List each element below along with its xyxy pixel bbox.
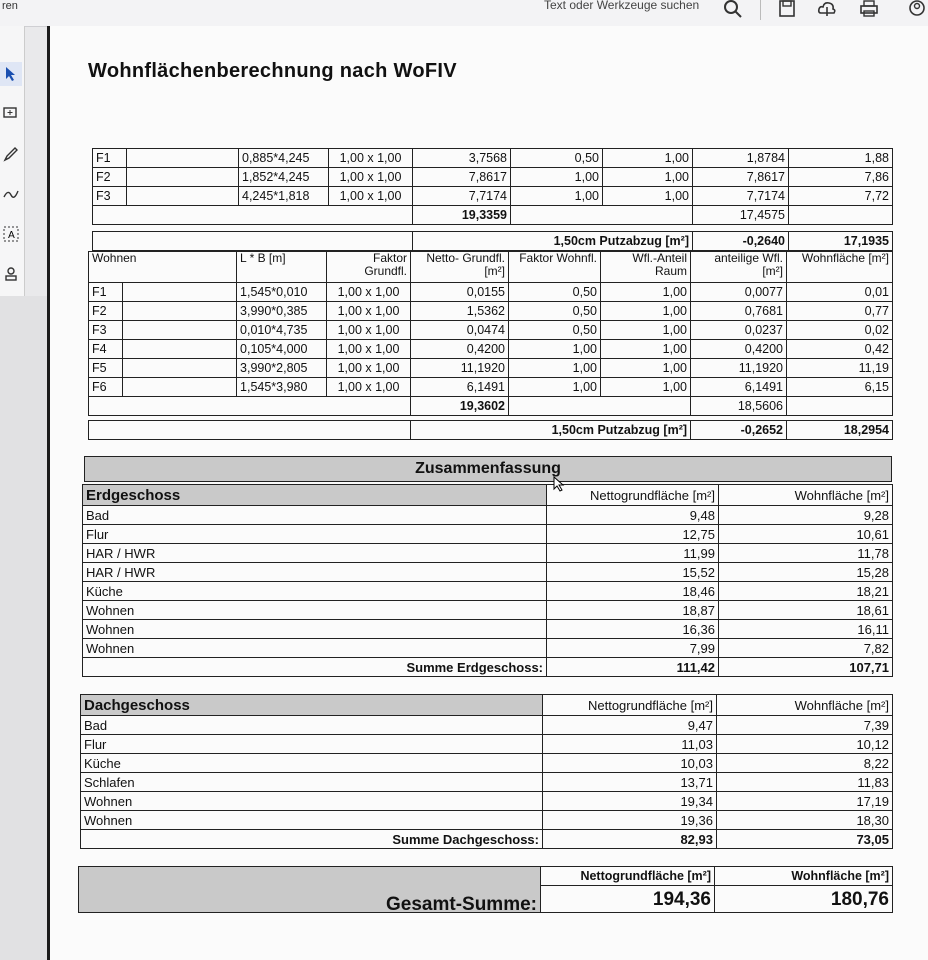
room-name: Wohnen	[83, 620, 547, 639]
dachgeschoss-table	[80, 694, 893, 849]
row-netto: 3,7568	[413, 149, 511, 168]
row-wohnflaeche: 7,72	[789, 187, 893, 206]
table-header-row	[89, 252, 893, 283]
add-comment-icon[interactable]	[0, 102, 22, 126]
row-dimensions: 1,852*4,245	[239, 168, 329, 187]
summary-row	[81, 735, 893, 754]
table-row	[89, 359, 893, 378]
stamp-icon[interactable]	[0, 262, 22, 286]
room-netto: 11,99	[547, 544, 719, 563]
summary-row	[83, 506, 893, 525]
row-label: F3	[89, 321, 123, 340]
row-netto: 7,8617	[413, 168, 511, 187]
room-name: HAR / HWR	[83, 563, 547, 582]
row-label: F2	[89, 302, 123, 321]
table-row	[93, 149, 893, 168]
room-name: Bad	[83, 506, 547, 525]
row-faktor-wohnfl: 1,00	[509, 359, 601, 378]
row-wohnflaeche: 11,19	[787, 359, 893, 378]
room-wohnflaeche: 7,39	[717, 716, 893, 735]
room-name: Wohnen	[83, 601, 547, 620]
row-wfl-anteil: 1,00	[601, 321, 691, 340]
row-wohnflaeche: 1,88	[789, 149, 893, 168]
table-row	[89, 283, 893, 302]
room-netto: 13,71	[543, 773, 717, 792]
row-netto: 6,1491	[411, 378, 509, 397]
eg-sum-label: Summe Erdgeschoss:	[83, 658, 547, 677]
row-spacer	[123, 359, 237, 378]
col-anteilige-wfl: anteilige Wfl.[m²]	[691, 252, 787, 283]
search-field[interactable]: Text oder Werkzeuge suchen	[544, 0, 700, 12]
table-sum-row	[93, 206, 893, 225]
dg-heading: Dachgeschoss	[81, 695, 543, 716]
row-label: F1	[93, 149, 127, 168]
eg-col-netto: Nettogrundfläche [m²]	[547, 485, 719, 506]
select-arrow-icon[interactable]	[0, 62, 22, 86]
room-netto: 7,99	[547, 639, 719, 658]
gesamt-label: Gesamt-Summe:	[79, 867, 541, 913]
row-wohnflaeche: 7,86	[789, 168, 893, 187]
row-netto: 11,1920	[411, 359, 509, 378]
row-dimensions: 1,545*0,010	[237, 283, 327, 302]
eg-sum-row	[83, 658, 893, 677]
row-wohnflaeche: 0,01	[787, 283, 893, 302]
summary-row	[83, 639, 893, 658]
highlight-pen-icon[interactable]	[0, 142, 22, 166]
row-faktor-wohnfl: 1,00	[509, 340, 601, 359]
eg-header-row	[83, 485, 893, 506]
row-wfl-anteil: 1,00	[601, 302, 691, 321]
table-row	[89, 340, 893, 359]
row-faktor-wohnfl: 0,50	[509, 302, 601, 321]
row-anteilig: 1,8784	[693, 149, 789, 168]
summary-row	[83, 601, 893, 620]
col-faktor-wohnfl: Faktor Wohnfl.	[509, 252, 601, 283]
print-icon[interactable]	[858, 0, 880, 20]
row-wfl-anteil: 1,00	[603, 187, 693, 206]
room-name: Wohnen	[83, 639, 547, 658]
room-wohnflaeche: 18,30	[717, 811, 893, 830]
row-spacer	[123, 340, 237, 359]
summary-row	[81, 754, 893, 773]
room-wohnflaeche: 16,11	[719, 620, 893, 639]
eg-col-wohn: Wohnfläche [m²]	[719, 485, 893, 506]
room-wohnflaeche: 18,21	[719, 582, 893, 601]
row-spacer	[123, 321, 237, 340]
room-wohnflaeche: 17,19	[717, 792, 893, 811]
putzabzug-total: 18,2954	[787, 421, 893, 440]
room-wohnflaeche: 10,61	[719, 525, 893, 544]
dg-sum-wohn: 73,05	[717, 830, 893, 849]
dg-sum-label: Summe Dachgeschoss:	[81, 830, 543, 849]
room-name: Wohnen	[81, 792, 543, 811]
putzabzug-label: 1,50cm Putzabzug [m²]	[413, 232, 693, 251]
row-faktor-grundfl: 1,00 x 1,00	[327, 302, 411, 321]
putzabzug-total: 17,1935	[789, 232, 893, 251]
row-faktor-wohnfl: 1,00	[509, 378, 601, 397]
row-anteilig: 0,0237	[691, 321, 787, 340]
row-netto: 0,4200	[411, 340, 509, 359]
room-wohnflaeche: 10,12	[717, 735, 893, 754]
row-label: F1	[89, 283, 123, 302]
row-dimensions: 3,990*0,385	[237, 302, 327, 321]
row-wfl-anteil: 1,00	[601, 283, 691, 302]
room-netto: 18,87	[547, 601, 719, 620]
table-row	[89, 378, 893, 397]
room-netto: 9,47	[543, 716, 717, 735]
row-anteilig: 7,8617	[693, 168, 789, 187]
search-icon[interactable]	[722, 0, 744, 20]
room-wohnflaeche: 8,22	[717, 754, 893, 773]
row-faktor-wohnfl: 0,50	[511, 149, 603, 168]
sum-netto: 19,3359	[413, 206, 511, 225]
room-name: Wohnen	[81, 811, 543, 830]
summary-row	[83, 525, 893, 544]
room-netto: 12,75	[547, 525, 719, 544]
mouse-cursor-icon	[553, 476, 567, 497]
eg-sum-netto: 111,42	[547, 658, 719, 677]
table-sum-row	[89, 397, 893, 416]
row-wfl-anteil: 1,00	[603, 149, 693, 168]
table-row	[93, 168, 893, 187]
row-netto: 1,5362	[411, 302, 509, 321]
row-anteilig: 7,7174	[693, 187, 789, 206]
row-wfl-anteil: 1,00	[603, 168, 693, 187]
room-wohnflaeche: 9,28	[719, 506, 893, 525]
menu-label[interactable]: ren	[2, 0, 18, 12]
room-netto: 18,46	[547, 582, 719, 601]
eg-sum-wohn: 107,71	[719, 658, 893, 677]
col-lb: L * B [m]	[237, 252, 327, 283]
row-faktor-grundfl: 1,00 x 1,00	[329, 187, 413, 206]
row-faktor-grundfl: 1,00 x 1,00	[327, 340, 411, 359]
putzabzug-row	[89, 421, 893, 440]
gesamt-wohn: 180,76	[715, 886, 893, 913]
row-wfl-anteil: 1,00	[601, 340, 691, 359]
room-wohnflaeche: 7,82	[719, 639, 893, 658]
row-anteilig: 6,1491	[691, 378, 787, 397]
row-wfl-anteil: 1,00	[601, 359, 691, 378]
room-netto: 10,03	[543, 754, 717, 773]
col-wohnflaeche: Wohnfläche [m²]	[787, 252, 893, 283]
svg-text:A: A	[8, 230, 15, 241]
summary-row	[81, 773, 893, 792]
room-name: Schlafen	[81, 773, 543, 792]
room-table-1	[92, 148, 893, 251]
row-dimensions: 4,245*1,818	[239, 187, 329, 206]
col-faktor-grundfl: Faktor Grundfl.	[327, 252, 411, 283]
row-label: F5	[89, 359, 123, 378]
gesamt-col-netto: Nettogrundfläche [m²]	[541, 867, 715, 886]
row-dimensions: 0,010*4,735	[237, 321, 327, 340]
room-name: Küche	[81, 754, 543, 773]
row-wfl-anteil: 1,00	[601, 378, 691, 397]
room-netto: 11,03	[543, 735, 717, 754]
room-wohnflaeche: 11,83	[717, 773, 893, 792]
room-name: Flur	[83, 525, 547, 544]
table-row	[89, 321, 893, 340]
gesamt-header-row	[79, 867, 893, 886]
row-label: F3	[93, 187, 127, 206]
sum-anteilig: 17,4575	[693, 206, 789, 225]
row-faktor-grundfl: 1,00 x 1,00	[329, 168, 413, 187]
gesamt-col-wohn: Wohnfläche [m²]	[715, 867, 893, 886]
putzabzug-label: 1,50cm Putzabzug [m²]	[411, 421, 691, 440]
row-faktor-wohnfl: 0,50	[509, 283, 601, 302]
gesamt-netto: 194,36	[541, 886, 715, 913]
row-faktor-wohnfl: 1,00	[511, 168, 603, 187]
summary-row	[83, 563, 893, 582]
dg-header-row	[81, 695, 893, 716]
room-wohnflaeche: 11,78	[719, 544, 893, 563]
col-wfl-anteil: Wfl.-Anteil Raum	[601, 252, 691, 283]
row-spacer	[123, 283, 237, 302]
row-faktor-grundfl: 1,00 x 1,00	[327, 321, 411, 340]
toolbar-divider	[760, 0, 761, 20]
row-netto: 0,0155	[411, 283, 509, 302]
row-spacer	[127, 149, 239, 168]
row-netto: 0,0474	[411, 321, 509, 340]
row-dimensions: 1,545*3,980	[237, 378, 327, 397]
room-netto: 19,36	[543, 811, 717, 830]
room-wohnflaeche: 18,61	[719, 601, 893, 620]
row-spacer	[127, 187, 239, 206]
summary-row	[83, 544, 893, 563]
sum-netto: 19,3602	[411, 397, 509, 416]
room-netto: 15,52	[547, 563, 719, 582]
row-wohnflaeche: 0,02	[787, 321, 893, 340]
room-netto: 19,34	[543, 792, 717, 811]
row-anteilig: 0,0077	[691, 283, 787, 302]
summary-title: Zusammenfassung	[84, 456, 892, 482]
summary-row	[81, 811, 893, 830]
room-netto: 9,48	[547, 506, 719, 525]
room-name: Küche	[83, 582, 547, 601]
row-anteilig: 0,4200	[691, 340, 787, 359]
dg-col-netto: Nettogrundfläche [m²]	[543, 695, 717, 716]
eg-heading: Erdgeschoss	[83, 485, 547, 506]
row-wohnflaeche: 0,42	[787, 340, 893, 359]
row-netto: 7,7174	[413, 187, 511, 206]
gesamt-table	[78, 866, 893, 913]
save-icon[interactable]	[776, 0, 798, 20]
dg-sum-row	[81, 830, 893, 849]
row-dimensions: 0,105*4,000	[237, 340, 327, 359]
erdgeschoss-table	[82, 484, 893, 677]
room-netto: 16,36	[547, 620, 719, 639]
row-faktor-grundfl: 1,00 x 1,00	[327, 359, 411, 378]
row-label: F2	[93, 168, 127, 187]
row-label: F6	[89, 378, 123, 397]
dg-col-wohn: Wohnfläche [m²]	[717, 695, 893, 716]
summary-row	[83, 620, 893, 639]
table-row	[93, 187, 893, 206]
row-spacer	[123, 378, 237, 397]
putzabzug-value: -0,2652	[691, 421, 787, 440]
table-row	[89, 302, 893, 321]
share-icon[interactable]	[906, 0, 928, 20]
room-name: HAR / HWR	[83, 544, 547, 563]
row-faktor-grundfl: 1,00 x 1,00	[327, 283, 411, 302]
row-wohnflaeche: 6,15	[787, 378, 893, 397]
sum-anteilig: 18,5606	[691, 397, 787, 416]
room-wohnflaeche: 15,28	[719, 563, 893, 582]
document-title: Wohnflächenberechnung nach WoFIV	[88, 60, 457, 82]
putzabzug-value: -0,2640	[693, 232, 789, 251]
summary-row	[81, 716, 893, 735]
row-wohnflaeche: 0,77	[787, 302, 893, 321]
room-name: Bad	[81, 716, 543, 735]
row-faktor-grundfl: 1,00 x 1,00	[329, 149, 413, 168]
tool-sidebar	[0, 26, 25, 296]
col-netto-grundfl: Netto- Grundfl. [m²]	[411, 252, 509, 283]
upload-icon[interactable]	[816, 0, 838, 20]
row-dimensions: 0,885*4,245	[239, 149, 329, 168]
room-name: Flur	[81, 735, 543, 754]
summary-row	[83, 582, 893, 601]
room-table-wohnen	[88, 251, 893, 440]
row-dimensions: 3,990*2,805	[237, 359, 327, 378]
row-faktor-wohnfl: 1,00	[511, 187, 603, 206]
summary-row	[81, 792, 893, 811]
col-room: Wohnen	[89, 252, 237, 283]
row-label: F4	[89, 340, 123, 359]
row-spacer	[127, 168, 239, 187]
row-faktor-grundfl: 1,00 x 1,00	[327, 378, 411, 397]
page-gutter	[0, 296, 48, 960]
row-faktor-wohnfl: 0,50	[509, 321, 601, 340]
row-anteilig: 11,1920	[691, 359, 787, 378]
putzabzug-row	[93, 232, 893, 251]
dg-sum-netto: 82,93	[543, 830, 717, 849]
top-toolbar	[0, 0, 928, 27]
text-select-icon[interactable]	[0, 222, 22, 246]
draw-icon[interactable]	[0, 182, 22, 206]
row-spacer	[123, 302, 237, 321]
row-anteilig: 0,7681	[691, 302, 787, 321]
